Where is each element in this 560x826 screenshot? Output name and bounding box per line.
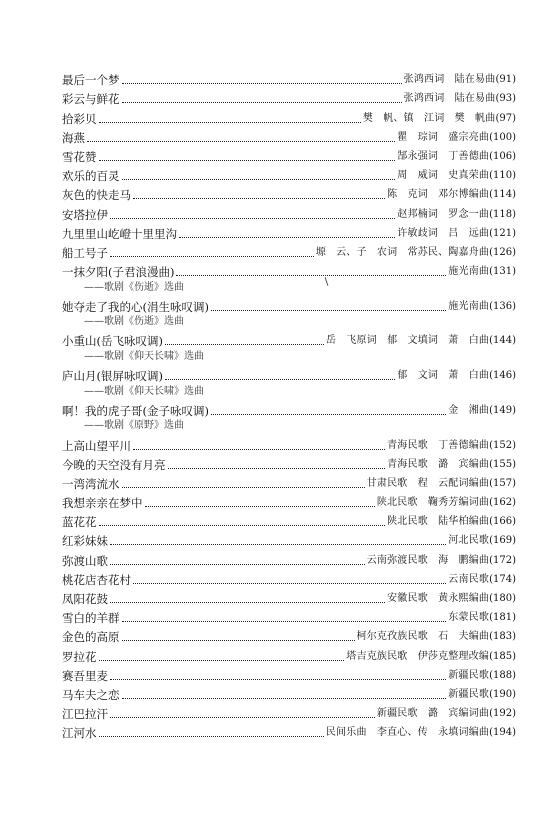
toc-entry-credit: 甘肃民歌 程 云配词编曲: [366, 477, 490, 489]
toc-entry-title: 雪花赞: [62, 149, 97, 164]
toc-entry-credit: 新疆民歌: [448, 669, 490, 681]
toc-entry-credit: 郜永强词 丁善德曲: [397, 150, 490, 162]
toc-entry-title: 红彩妹妹: [62, 534, 108, 549]
toc-entry: [62, 87, 516, 106]
toc-entry-title: 安塔拉伊: [62, 207, 108, 222]
toc-entry-credit: 云南民歌: [448, 573, 490, 585]
toc-leader: [122, 102, 402, 103]
toc-entry-title: 蓝花花: [62, 515, 97, 530]
toc-entry: [62, 202, 516, 221]
toc-entry-title: 马车夫之恋: [62, 687, 120, 702]
toc-entry: [62, 644, 516, 663]
toc-entry-credit: 民间乐曲 李直心、传 永填词编曲: [325, 727, 490, 739]
toc-leader: [168, 468, 386, 469]
toc-entry-page: (194): [489, 727, 516, 739]
toc-leader: [110, 717, 375, 718]
toc-source-note: [62, 348, 516, 364]
toc-entry: [62, 295, 516, 314]
toc-entry-credit: 樊 帆、镇 江词 樊 帆曲: [362, 112, 496, 124]
toc-entry-title: 金色的高原: [62, 630, 120, 645]
toc-entry-page: (185): [489, 650, 516, 662]
toc-entry-page: (91): [495, 74, 516, 86]
toc-leader: [122, 83, 402, 84]
toc-leader: [110, 564, 365, 565]
toc-entry-credit: 青海民歌 潞 宾编曲: [387, 458, 490, 470]
toc-entry-title: 小重山(岳飞咏叹调): [62, 334, 163, 349]
toc-leader: [133, 583, 446, 584]
toc-source-text: ——歌剧《伤逝》选曲: [84, 281, 184, 293]
toc-entry-credit: 许敏歧词 吕 远曲: [397, 227, 490, 239]
toc-entry-title: 一湾湾流水: [62, 476, 120, 491]
toc-entry-credit: 张鸿西词 陆在易曲: [403, 93, 496, 105]
toc-entry-credit: 施光南曲: [448, 300, 490, 312]
toc-entry: [62, 606, 516, 625]
toc-entry-page: (157): [489, 477, 516, 489]
table-of-contents: [62, 68, 516, 740]
toc-entry-page: (97): [495, 112, 516, 124]
toc-entry-credit: 河北民歌: [448, 535, 490, 547]
toc-entry-title: 灰色的快走马: [62, 188, 131, 203]
toc-entry-credit: 瞿 琮词 盛宗亮曲: [397, 131, 490, 143]
toc-leader: [99, 736, 324, 737]
toc-source-note: [62, 383, 516, 399]
toc-leader: [122, 487, 365, 488]
toc-source-note: [62, 314, 516, 330]
toc-source-text: ——歌剧《伤逝》选曲: [84, 316, 184, 328]
toc-leader: [133, 449, 385, 450]
toc-entry-title: 上高山望平川: [62, 438, 131, 453]
toc-entry: [62, 145, 516, 164]
toc-leader: [110, 602, 385, 603]
toc-entry-title: 欢乐的百灵: [62, 169, 120, 184]
toc-entry-credit: 周 威词 史真荣曲: [397, 170, 490, 182]
toc-entry: [62, 453, 516, 472]
toc-entry-page: (126): [489, 246, 516, 258]
toc-source-note: [62, 279, 516, 295]
toc-entry-credit: 郁 文词 萧 白曲: [397, 370, 490, 382]
toc-entry-credit: 陈 克词 邓尔博编曲: [387, 189, 490, 201]
toc-leader: [99, 160, 396, 161]
toc-leader: [110, 544, 446, 545]
toc-entry-title: 九里里山屹嶝十里里沟: [62, 226, 177, 241]
toc-entry-page: (162): [489, 497, 516, 509]
toc-entry-title: 罗拉花: [62, 649, 97, 664]
toc-entry-title: 赛吾里麦: [62, 668, 108, 683]
toc-entry-title: 庐山月(银屏咏叹调): [62, 369, 163, 384]
toc-entry-title: 拾彩贝: [62, 111, 97, 126]
toc-entry: [62, 548, 516, 567]
toc-leader: [176, 275, 446, 276]
toc-entry-page: (180): [489, 593, 516, 604]
toc-leader: [122, 179, 396, 180]
toc-source-note: [62, 418, 516, 434]
toc-entry-page: (169): [489, 535, 516, 547]
toc-entry-credit: 陕北民歌 鞠秀芳编词曲: [376, 497, 490, 509]
toc-entry-page: (172): [489, 554, 516, 566]
toc-entry-page: (149): [489, 404, 516, 416]
toc-entry-title: 今晚的天空没有月亮: [62, 457, 166, 472]
toc-leader: [145, 506, 375, 507]
toc-entry: [62, 664, 516, 683]
toc-entry-page: (136): [489, 300, 516, 312]
toc-entry-page: (131): [489, 266, 516, 278]
toc-leader: [110, 218, 395, 219]
toc-entry-credit: 新疆民歌: [448, 688, 490, 700]
toc-entry-credit: 施光南曲: [448, 266, 490, 278]
toc-entry-credit: 安徽民歌 黄永熙编曲: [387, 593, 490, 604]
toc-leader: [110, 679, 446, 680]
toc-entry-title: 桃花店杏花村: [62, 572, 131, 587]
toc-entry-credit: 张鸿西词 陆在易曲: [403, 74, 496, 86]
toc-entry: [62, 625, 516, 644]
toc-entry-page: (110): [489, 170, 516, 182]
toc-entry-page: (118): [489, 208, 516, 220]
toc-entry-page: (174): [489, 573, 516, 585]
toc-entry-page: (106): [489, 150, 516, 162]
toc-entry-page: (121): [489, 227, 516, 239]
toc-entry: [62, 472, 516, 491]
toc-entry-credit: 柯尔克孜族民歌 石 夫编曲: [356, 631, 490, 643]
toc-entry: [62, 491, 516, 510]
toc-entry-title: 凤阳花鼓: [62, 592, 108, 606]
toc-leader: [122, 621, 447, 622]
toc-entry-title: 江巴拉汗: [62, 707, 108, 722]
toc-entry-credit: 岳 飞原词 郁 文填词 萧 白曲: [325, 335, 490, 347]
toc-leader: [99, 660, 345, 661]
toc-source-text: ——歌剧《原野》选曲: [84, 420, 184, 432]
toc-entry-credit: 新疆民歌 潞 宾编词曲: [376, 708, 490, 720]
toc-entry: [62, 364, 516, 383]
toc-entry: [62, 587, 516, 606]
toc-entry-credit: 陕北民歌 陆华柏编曲: [387, 516, 490, 528]
toc-entry: [62, 260, 516, 279]
toc-entry: [62, 164, 516, 183]
toc-leader: [99, 122, 361, 123]
toc-entry-title: 彩云与鲜花: [62, 92, 120, 107]
toc-entry-title: 啊！我的虎子哥(金子咏叹调): [62, 403, 209, 418]
toc-entry-page: (190): [489, 688, 516, 700]
toc-entry: [62, 568, 516, 587]
toc-entry-page: (100): [489, 131, 516, 143]
toc-entry-title: 雪白的羊群: [62, 611, 120, 626]
toc-entry: [62, 399, 516, 418]
toc-entry-title: 弥渡山歌: [62, 553, 108, 568]
toc-entry: [62, 529, 516, 548]
toc-entry: [62, 702, 516, 721]
toc-leader: [211, 414, 446, 415]
toc-entry-page: (93): [495, 93, 516, 105]
toc-entry-page: (155): [489, 458, 516, 470]
toc-leader: [211, 310, 446, 311]
toc-entry: [62, 106, 516, 125]
toc-entry-page: (144): [489, 335, 516, 347]
toc-leader: [99, 525, 386, 526]
toc-entry-credit: 云南弥渡民歌 海 鹏编曲: [366, 554, 490, 566]
toc-leader: [110, 256, 314, 257]
toc-entry-credit: 赵邦楠词 罗念一曲: [397, 208, 490, 220]
toc-entry-title: 她夺走了我的心(涓生咏叹调): [62, 299, 209, 314]
toc-entry-title: 一抹夕阳(子君浪漫曲): [62, 265, 175, 280]
toc-entry: [62, 222, 516, 241]
toc-entry-credit: 东蒙民歌: [448, 612, 490, 624]
toc-entry-title: 我想亲亲在梦中: [62, 496, 143, 511]
toc-entry: [62, 721, 516, 740]
toc-entry-credit: 金 湘曲: [448, 404, 490, 416]
toc-entry-credit: 青海民歌 丁善德编曲: [387, 439, 490, 451]
toc-entry-title: 最后一个梦: [62, 73, 120, 88]
toc-entry-page: (152): [489, 439, 516, 451]
toc-entry-page: (183): [489, 631, 516, 643]
toc-source-text: ——歌剧《仰天长啸》选曲: [84, 350, 204, 362]
toc-entry: [62, 329, 516, 348]
toc-entry: [62, 68, 516, 87]
toc-leader: [165, 379, 395, 380]
toc-entry: [62, 433, 516, 452]
toc-source-text: ——歌剧《仰天长啸》选曲: [84, 385, 204, 397]
toc-entry-credit: 塬 云、子 农词 常苏民、陶嘉舟曲: [315, 246, 490, 258]
toc-entry-title: 海燕: [62, 130, 85, 145]
toc-entry-page: (146): [489, 370, 516, 382]
toc-leader: [165, 344, 324, 345]
toc-leader: [133, 198, 385, 199]
toc-leader: [122, 640, 355, 641]
toc-entry-credit: 塔吉克族民歌 伊莎克整理改编: [346, 650, 490, 662]
toc-leader: [87, 141, 395, 142]
toc-entry: [62, 183, 516, 202]
toc-entry-page: (181): [489, 612, 516, 624]
toc-entry-page: (192): [489, 708, 516, 720]
toc-entry-title: 江河水: [62, 726, 97, 741]
toc-entry: [62, 510, 516, 529]
toc-entry-page: (188): [489, 669, 516, 681]
toc-entry: [62, 683, 516, 702]
toc-leader: [179, 237, 395, 238]
toc-entry-page: (166): [489, 516, 516, 528]
toc-entry: [62, 126, 516, 145]
toc-entry-title: 船工号子: [62, 245, 108, 260]
toc-leader: [122, 698, 447, 699]
toc-entry-page: (114): [489, 189, 516, 201]
toc-entry: [62, 241, 516, 260]
